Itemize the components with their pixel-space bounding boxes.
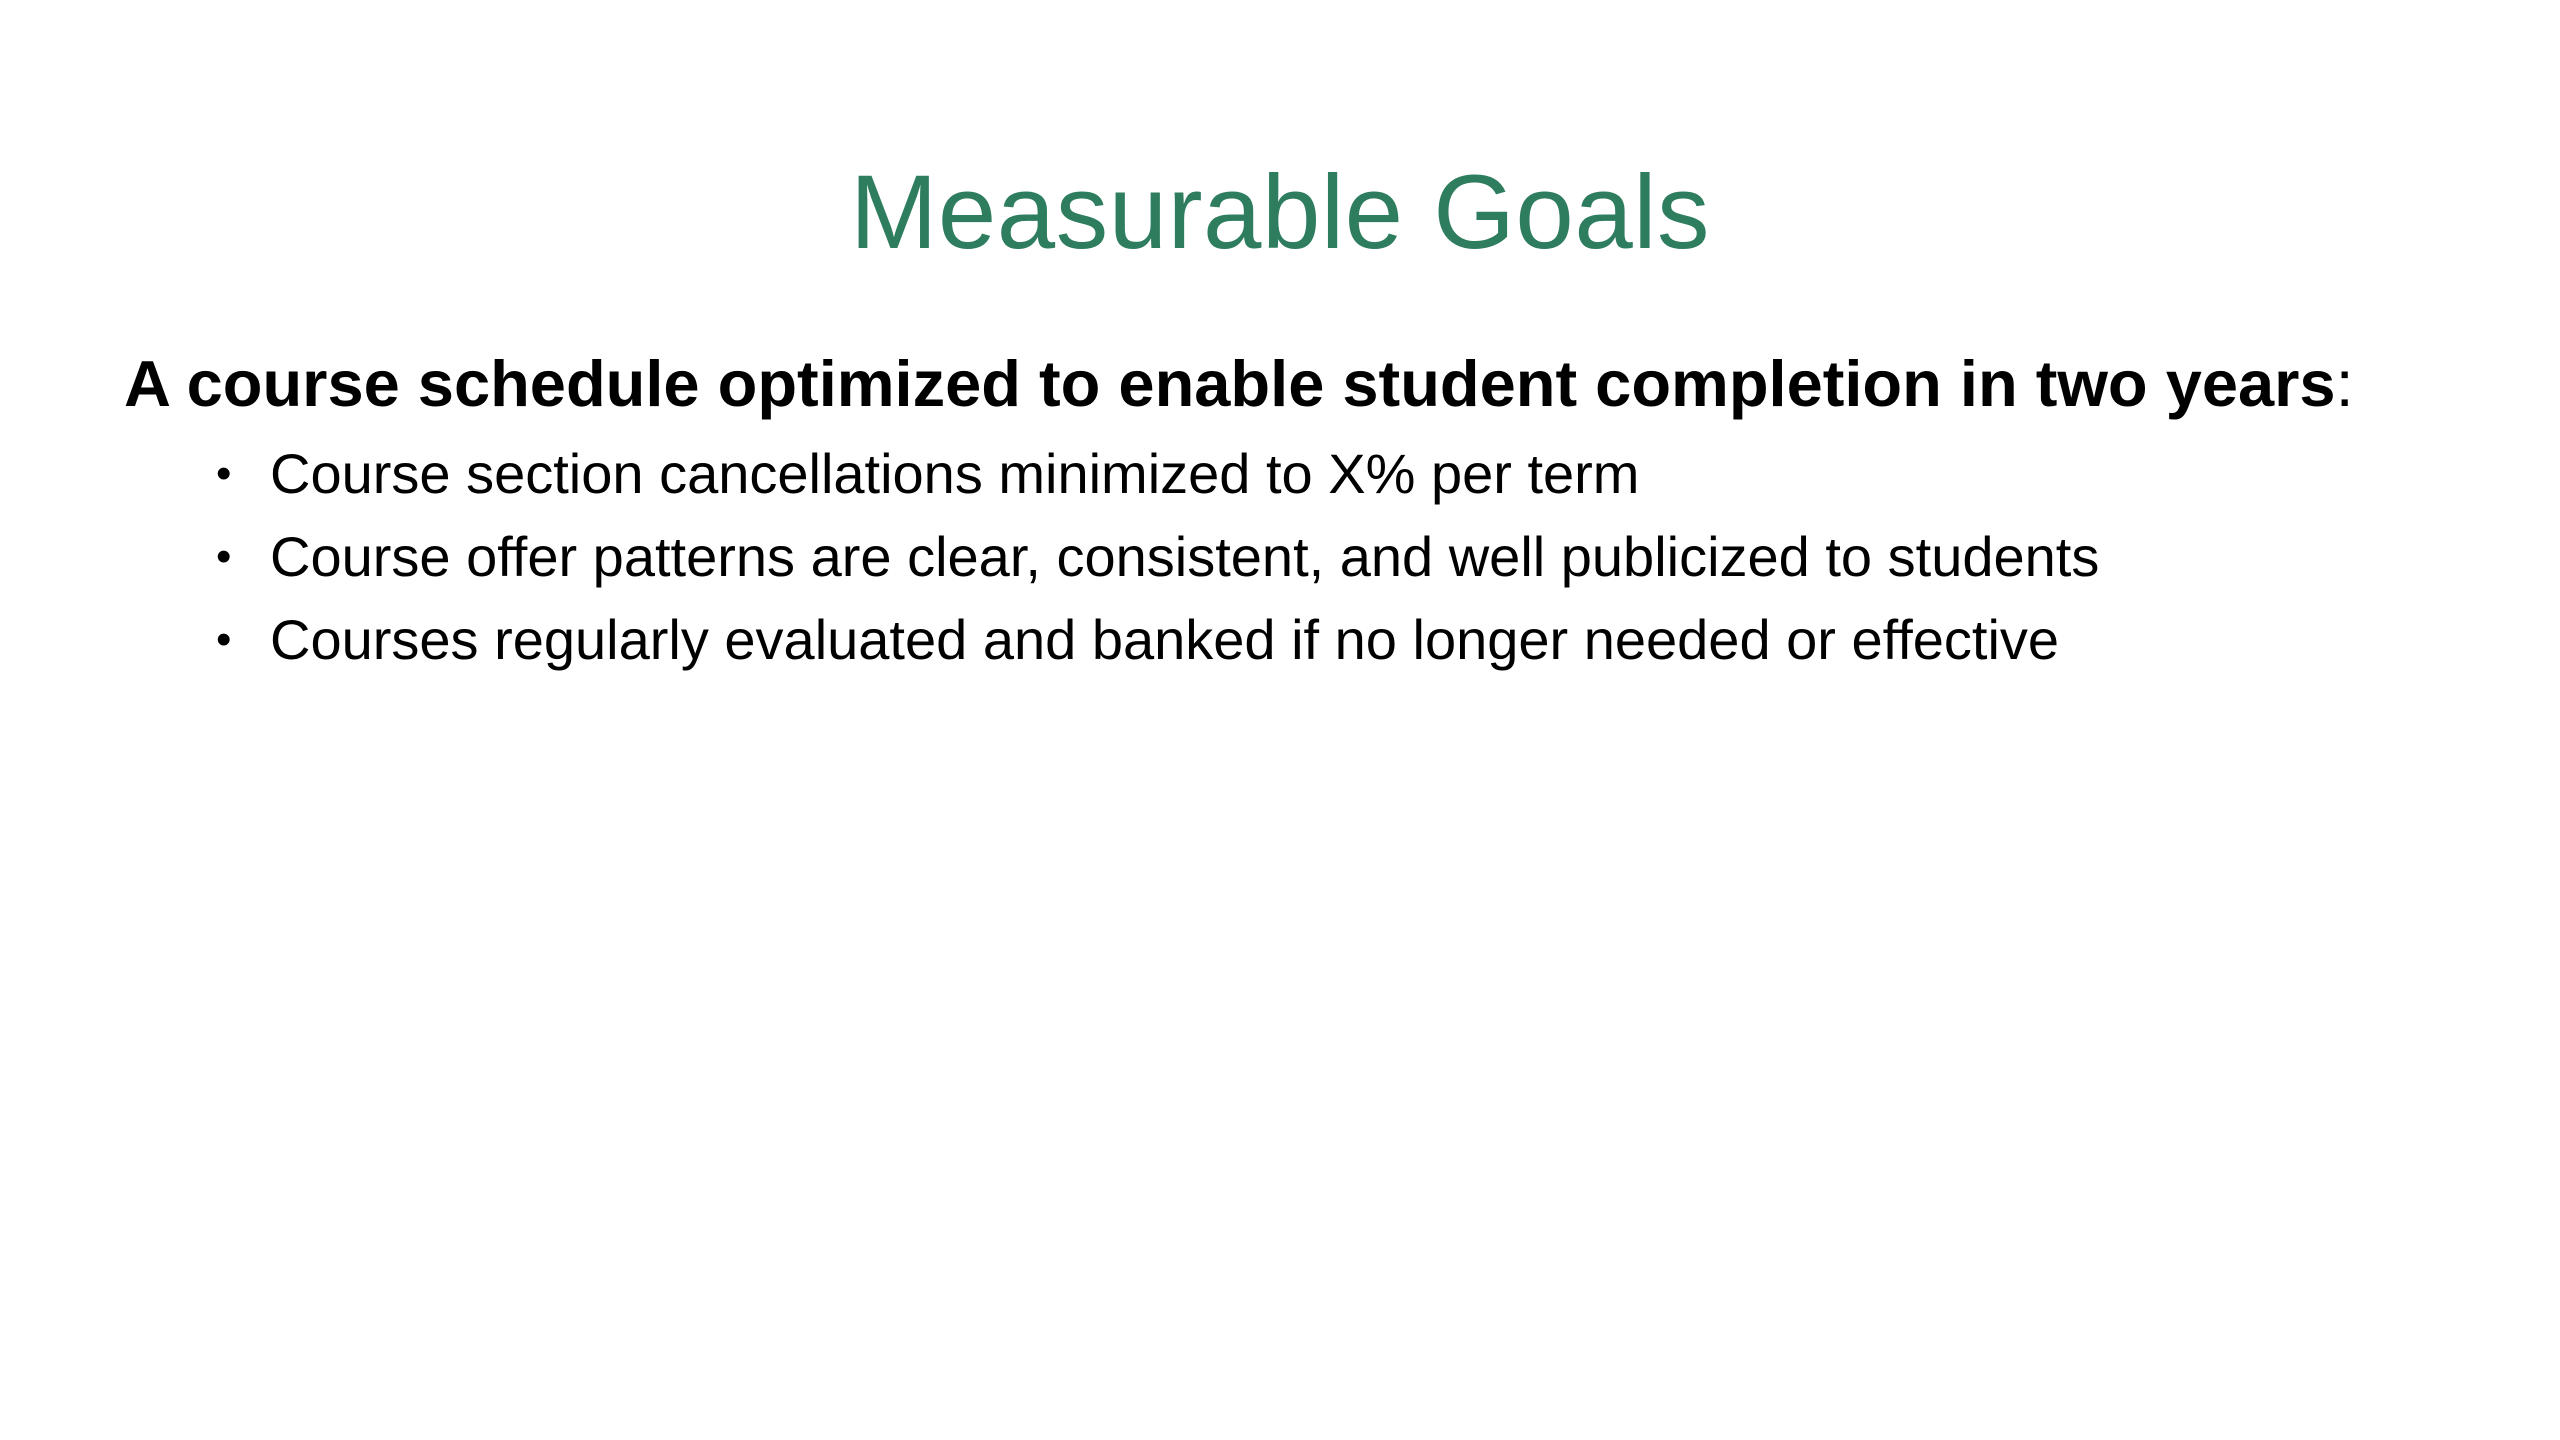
- goal-bullet-text: Courses regularly evaluated and banked if no longer needed or effective: [270, 608, 2060, 671]
- bullet-icon: •: [216, 532, 232, 581]
- goal-heading-text: A course schedule optimized to enable student completion in two years: [124, 347, 2336, 420]
- bullet-icon: •: [216, 615, 232, 664]
- goal-bullet-item: [216, 432, 2504, 515]
- goal-heading: [124, 336, 2504, 432]
- goal-bullet-text: Course section cancellations minimized to X% per term: [270, 442, 1640, 505]
- goal-heading-colon: :: [2335, 347, 2354, 420]
- goal-bullet-item: [216, 598, 2504, 681]
- goal-bullet-item: [216, 515, 2504, 598]
- slide-title: Measurable Goals: [849, 154, 1711, 271]
- goal-bullet-text: Course offer patterns are clear, consistent, and well publicized to students: [270, 525, 2100, 588]
- slide-body: [124, 336, 2504, 681]
- goal-bullet-list: [124, 432, 2504, 681]
- bullet-icon: •: [216, 449, 232, 498]
